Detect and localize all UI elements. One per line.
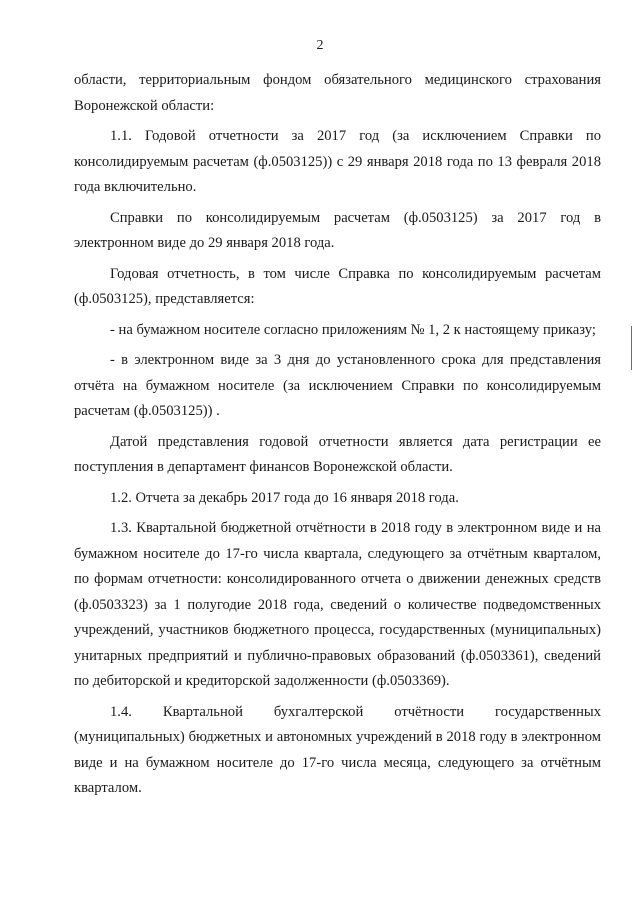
- paragraph-paper-medium: - на бумажном носителе согласно приложениям № 1, 2 к настоящему приказу;: [110, 321, 596, 338]
- margin-scan-mark: [631, 326, 632, 370]
- page-number: 2: [316, 38, 324, 53]
- paragraph-annual-reporting: Годовая отчетность, в том числе Справка по консолидируемым расчетам (ф.0503125), представляется:: [74, 265, 601, 307]
- paragraph-continuation: области, территориальным фондом обязательного медицинского страхования Воронежской области:: [74, 72, 601, 114]
- paragraph-1-3: 1.3. Квартальной бюджетной отчётности в 2018 году в электронном виде и на бумажном носителе до 17-го числа квартала, следующего за отчётным кварталом, по формам отчетности: консолидированного отчета о движении денежных средств (ф.0503323) за 1 полугодие 2018 года, сведений о количестве подведомственных учреждений, участников бюджетного процесса, государственных (муниципальных) унитарных предприятий и публично-правовых образований (ф.0503361), сведений по дебиторской и кредиторской задолженности (ф.0503369).: [74, 520, 601, 689]
- paragraph-1-2: 1.2. Отчета за декабрь 2017 года до 16 января 2018 года.: [110, 489, 459, 506]
- paragraph-1-1: 1.1. Годовой отчетности за 2017 год (за исключением Справки по консолидируемым расчетам (ф.0503125)) с 29 января 2018 года по 13 февраля 2018 года включительно.: [74, 128, 601, 195]
- paragraph-1-4: 1.4. Квартальной бухгалтерской отчётности государственных (муниципальных) бюджетных и автономных учреждений в 2018 году в электронном виде и на бумажном носителе до 17-го числа месяца, следующего за отчётным кварталом.: [74, 703, 601, 796]
- paragraph-electronic-medium: - в электронном виде за 3 дня до установленного срока для представления отчёта на бумажном носителе (за исключением Справки по консолидируемым расчетам (ф.0503125)) .: [74, 352, 601, 419]
- paragraph-reference-deadline: Справки по консолидируемым расчетам (ф.0503125) за 2017 год в электронном виде до 29 января 2018 года.: [74, 209, 601, 251]
- paragraph-submission-date: Датой представления годовой отчетности является дата регистрации ее поступления в департамент финансов Воронежской области.: [74, 433, 601, 475]
- document-body: [74, 68, 601, 802]
